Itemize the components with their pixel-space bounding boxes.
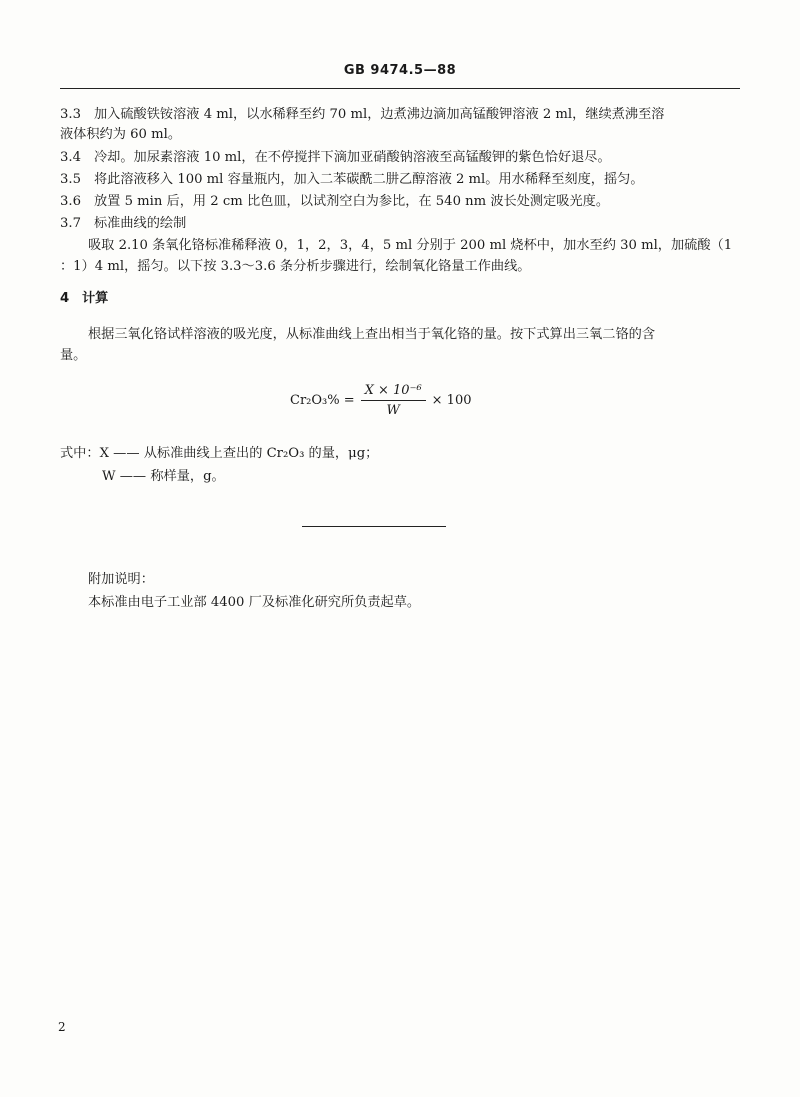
section-title: 计算 — [82, 291, 109, 306]
formula-rhs: × 100 — [431, 393, 472, 408]
header-rule — [60, 88, 740, 89]
separator-rule — [302, 526, 446, 527]
clause-3-7-text: 吸取 2.10 条氧化铬标准稀释液 0，1，2，3，4，5 ml 分别于 200 ml 烧杯中，加水至约 30 ml，加硫酸（1 — [88, 238, 733, 253]
clause-number: 3.4 — [60, 150, 81, 165]
clause-text: 将此溶液移入 100 ml 容量瓶内，加入二苯碳酰二肼乙醇溶液 2 ml。用水稀释至刻度，摇匀。 — [94, 172, 644, 187]
standard-code: GB 9474.5—88 — [343, 63, 457, 78]
clause-text: 放置 5 min 后，用 2 cm 比色皿，以试剂空白为参比，在 540 nm 波长处测定吸光度。 — [94, 194, 610, 209]
formula-denominator: W — [386, 403, 400, 418]
where-label: 式中： — [60, 446, 100, 461]
clause-text: 冷却。加尿素溶液 10 ml，在不停搅拌下滴加亚硝酸钠溶液至高锰酸钾的紫色恰好退尽。 — [94, 150, 611, 165]
formula-numerator: X × 10⁻⁶ — [361, 383, 426, 401]
appendix-text: 本标准由电子工业部 4400 厂及标准化研究所负责起草。 — [88, 595, 421, 610]
formula-fraction — [361, 383, 426, 418]
clause-text: 加入硫酸铁铵溶液 4 ml，以水稀释至约 70 ml，边煮沸边滴加高锰酸钾溶液 2 ml，继续煮沸至溶 — [94, 107, 665, 122]
clause-number: 3.6 — [60, 194, 81, 209]
formula — [290, 383, 472, 418]
clause-3-3-cont: 液体积约为 60 ml。 — [60, 127, 182, 142]
section-4-text: 根据三氧化铬试样溶液的吸光度，从标准曲线上查出相当于氧化铬的量。按下式算出三氧二铬的含 — [88, 327, 656, 342]
formula-lhs: Cr₂O₃% = — [290, 393, 355, 408]
page-number: 2 — [58, 1020, 66, 1034]
clause-number: 3.7 — [60, 216, 81, 231]
clause-3-4 — [60, 149, 611, 167]
clause-number: 3.3 — [60, 107, 81, 122]
section-4-text-cont: 量。 — [60, 348, 87, 363]
x-definition: X —— 从标准曲线上查出的 Cr₂O₃ 的量，μg； — [99, 446, 379, 461]
appendix-title: 附加说明： — [88, 572, 154, 587]
clause-3-3 — [60, 106, 664, 124]
clause-number: 3.5 — [60, 172, 81, 187]
section-4-heading — [60, 290, 108, 308]
clause-3-5 — [60, 171, 644, 189]
clause-3-7-text-cont: ：1）4 ml，摇匀。以下按 3.3～3.6 条分析步骤进行，绘制氧化铬量工作曲线。 — [60, 259, 531, 274]
section-number: 4 — [60, 291, 70, 306]
w-definition: W —— 称样量，g。 — [102, 469, 225, 484]
clause-3-7-heading — [60, 215, 186, 233]
clause-title: 标准曲线的绘制 — [94, 216, 187, 231]
clause-3-6 — [60, 193, 609, 211]
where-x — [60, 445, 378, 463]
